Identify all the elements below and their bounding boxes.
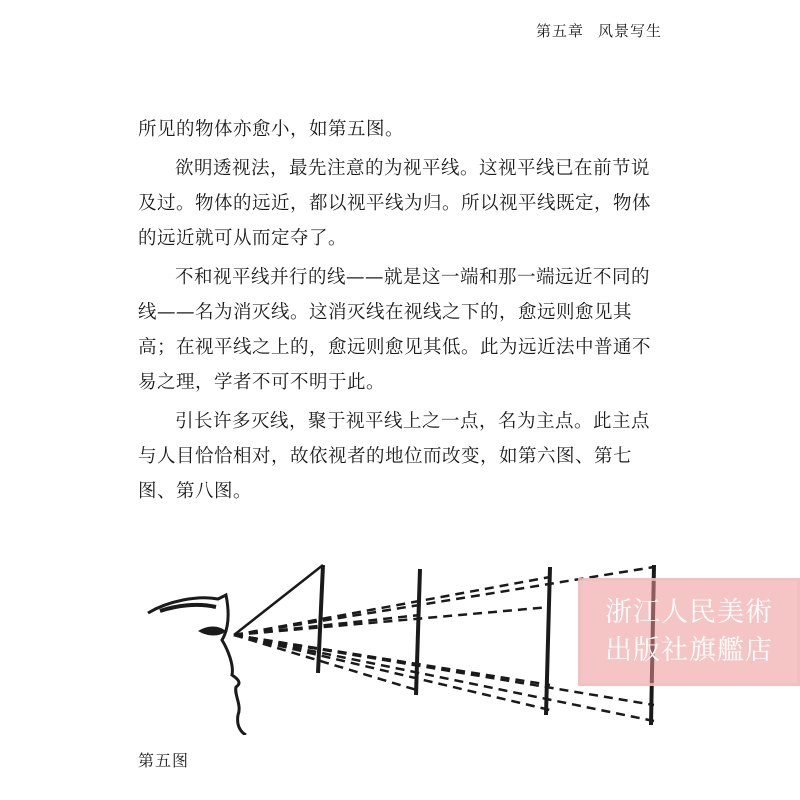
- eyebrow: [160, 605, 216, 611]
- picture-plane-1-top: [234, 565, 323, 635]
- running-header: [536, 20, 662, 41]
- paragraph: 不和视平线并行的线——就是这一端和那一端远近不同的线——名为消灭线。这消灭线在视线之下的，愈远则愈见其高；在视平线之上的，愈远则愈见其低。此为远近法中普通不易之理，学者不可不明于此。: [138, 267, 652, 393]
- paragraph: 所见的物体亦愈小，如第五图。: [138, 119, 405, 140]
- paragraph: 欲明透视法，最先注意的为视平线。这视平线已在前节说及过。物体的远近，都以视平线为归。所以视平线既定，物体的远近就可从而定夺了。: [138, 158, 652, 249]
- stamp-line: 出版社旗艦店: [605, 635, 773, 666]
- figure-caption: 第五图: [138, 751, 190, 770]
- stamp-line: 浙江人民美術: [605, 597, 773, 628]
- picture-plane-2: [416, 569, 420, 695]
- paragraph: 引长许多灭线，聚于视平线上之一点，名为主点。此主点与人目恰恰相对，故依视者的地位而改变，如第六图、第七图、第八图。: [138, 411, 651, 502]
- picture-plane-3: [546, 567, 550, 715]
- body-text: [138, 112, 668, 513]
- chapter-number: 第五章: [535, 22, 584, 40]
- face-profile: [148, 595, 246, 735]
- eye: [198, 627, 226, 636]
- seal-stamp: [578, 578, 800, 686]
- chapter-title: 风景写生: [597, 22, 662, 40]
